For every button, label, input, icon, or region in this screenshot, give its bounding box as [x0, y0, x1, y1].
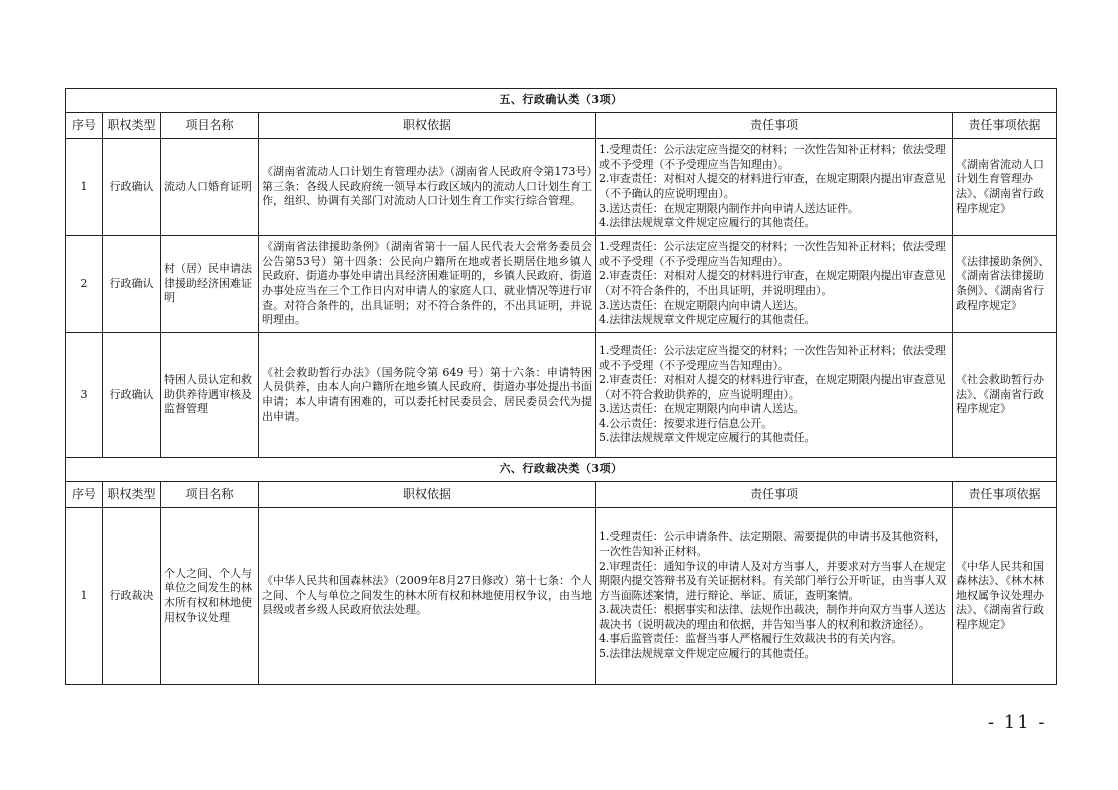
- row-basis: 《社会救助暂行办法》（国务院令第 649 号）第十六条：申请特困人员供养，由本人向户籍所在地乡镇人民政府、街道办事处提出书面申请；本人申请有困难的，可以委托村民委员会、居民委员会代为提出申请。: [259, 333, 596, 458]
- row-name: 个人之间、个人与单位之间发生的林木所有权和林地使用权争议处理: [161, 508, 259, 685]
- col-header-name: 项目名称: [161, 482, 259, 508]
- duty-item: 3.裁决责任：根据事实和法律、法规作出裁决，制作并向双方当事人送达裁决书（说明裁决的理由和依据，并告知当事人的权利和救济途径）。: [599, 603, 946, 631]
- duty-item: 4.法律法规规章文件规定应履行的其他责任。: [599, 216, 816, 230]
- col-header-basis: 职权依据: [259, 482, 596, 508]
- table-row: [66, 508, 1057, 685]
- col-header-basis: 职权依据: [259, 113, 596, 139]
- duty-item: 3.送达责任：在规定期限内制作并向申请人送达证件。: [599, 201, 859, 215]
- row-duties: [596, 508, 953, 685]
- duty-item: 2.审查责任：对相对人提交的材料进行审查，在规定期限内提出审查意见（对不符合救助供养的，应当说明理由）。: [599, 373, 946, 401]
- row-type: 行政裁决: [103, 508, 161, 685]
- row-basis: 《湖南省流动人口计划生育管理办法》（湖南省人民政府令第173号）第三条：各级人民政府统一领导本行政区域内的流动人口计划生育工作，组织、协调有关部门对流动人口计划生育工作实行综合管理。: [259, 139, 596, 236]
- row-duties: [596, 236, 953, 333]
- section-header-row: [66, 89, 1057, 113]
- duty-item: 3.送达责任：在规定期限内向申请人送达。: [599, 402, 805, 416]
- row-no: 1: [66, 139, 103, 236]
- row-basis: 《湖南省法律援助条例》（湖南省第十一届人民代表大会常务委员会公告第53号）第十四条：公民向户籍所在地或者长期居住地乡镇人民政府、街道办事处申请出具经济困难证明的，乡镇人民政府、街道办事处应当在三个工作日内对申请人的家庭人口、就业情况等进行审查。对符合条件的，出具证明；对不符合条件的，不出具证明，并说明理由。: [259, 236, 596, 333]
- row-name: 流动人口婚育证明: [161, 139, 259, 236]
- col-header-name: 项目名称: [161, 113, 259, 139]
- administrative-duties-table: [65, 88, 1057, 685]
- col-header-duty-basis: 责任事项依据: [953, 113, 1057, 139]
- row-duty-basis: 《法律援助条例》、《湖南省法律援助条例》、《湖南省行政程序规定》: [953, 236, 1057, 333]
- row-no: 2: [66, 236, 103, 333]
- duty-item: 4.事后监管责任：监督当事人严格履行生效裁决书的有关内容。: [599, 632, 903, 646]
- table-row: [66, 139, 1057, 236]
- row-type: 行政确认: [103, 236, 161, 333]
- column-header-row: [66, 113, 1057, 139]
- row-duties: [596, 333, 953, 458]
- row-basis: 《中华人民共和国森林法》（2009年8月27日修改）第十七条：个人之间、个人与单位之间发生的林木所有权和林地使用权争议，由当地县级或者乡级人民政府依法处理。: [259, 508, 596, 685]
- row-duty-basis: 《湖南省流动人口计划生育管理办法》、《湖南省行政程序规定》: [953, 139, 1057, 236]
- duty-item: 2.审查责任：对相对人提交的材料进行审查，在规定期限内提出审查意见（不予确认的应说明理由）。: [599, 172, 946, 200]
- row-duty-basis: 《社会救助暂行办法》、《湖南省行政程序规定》: [953, 333, 1057, 458]
- row-name: 特困人员认定和救助供养待遇审核及监督管理: [161, 333, 259, 458]
- duty-item: 4.公示责任：按要求进行信息公开。: [599, 416, 772, 430]
- col-header-no: 序号: [66, 482, 103, 508]
- row-duty-basis: 《中华人民共和国森林法》、《林木林地权属争议处理办法》、《湖南省行政程序规定》: [953, 508, 1057, 685]
- duty-item: 3.送达责任：在规定期限内向申请人送达。: [599, 298, 805, 312]
- duty-item: 1.受理责任：公示法定应当提交的材料；一次性告知补正材料；依法受理或不予受理（不予受理应当告知理由）。: [599, 240, 946, 268]
- duty-item: 1.受理责任：公示申请条件、法定期限、需要提供的申请书及其他资料，一次性告知补正材料。: [599, 530, 946, 558]
- page-number: - 11 -: [988, 712, 1047, 733]
- row-name: 村（居）民申请法律援助经济困难证明: [161, 236, 259, 333]
- column-header-row: [66, 482, 1057, 508]
- row-duties: [596, 139, 953, 236]
- table-row: [66, 236, 1057, 333]
- col-header-duties: 责任事项: [596, 482, 953, 508]
- col-header-type: 职权类型: [103, 113, 161, 139]
- table-row: [66, 333, 1057, 458]
- duty-item: 2.审理责任：通知争议的申请人及对方当事人，并要求对方当事人在规定期限内提交答辩书及有关证据材料。有关部门举行公开听证，由当事人双方当面陈述案情，进行辩论、举证、质证，查明案情。: [599, 559, 947, 602]
- col-header-duties: 责任事项: [596, 113, 953, 139]
- duty-item: 5.法律法规规章文件规定应履行的其他责任。: [599, 431, 816, 445]
- duty-item: 2.审查责任：对相对人提交的材料进行审查，在规定期限内提出审查意见（对不符合条件的，不出具证明，并说明理由）。: [599, 269, 946, 297]
- row-type: 行政确认: [103, 333, 161, 458]
- col-header-type: 职权类型: [103, 482, 161, 508]
- row-type: 行政确认: [103, 139, 161, 236]
- duty-item: 5.法律法规规章文件规定应履行的其他责任。: [599, 647, 816, 661]
- duty-item: 4.法律法规规章文件规定应履行的其他责任。: [599, 313, 816, 327]
- section-title: 六、行政裁决类（3项）: [66, 458, 1057, 482]
- duty-item: 1.受理责任：公示法定应当提交的材料；一次性告知补正材料；依法受理或不予受理（不予受理应当告知理由）。: [599, 143, 946, 171]
- section-title: 五、行政确认类（3项）: [66, 89, 1057, 113]
- col-header-duty-basis: 责任事项依据: [953, 482, 1057, 508]
- duty-item: 1.受理责任：公示法定应当提交的材料；一次性告知补正材料；依法受理或不予受理（不予受理应当告知理由）。: [599, 343, 946, 372]
- row-no: 3: [66, 333, 103, 458]
- section-header-row: [66, 458, 1057, 482]
- row-no: 1: [66, 508, 103, 685]
- col-header-no: 序号: [66, 113, 103, 139]
